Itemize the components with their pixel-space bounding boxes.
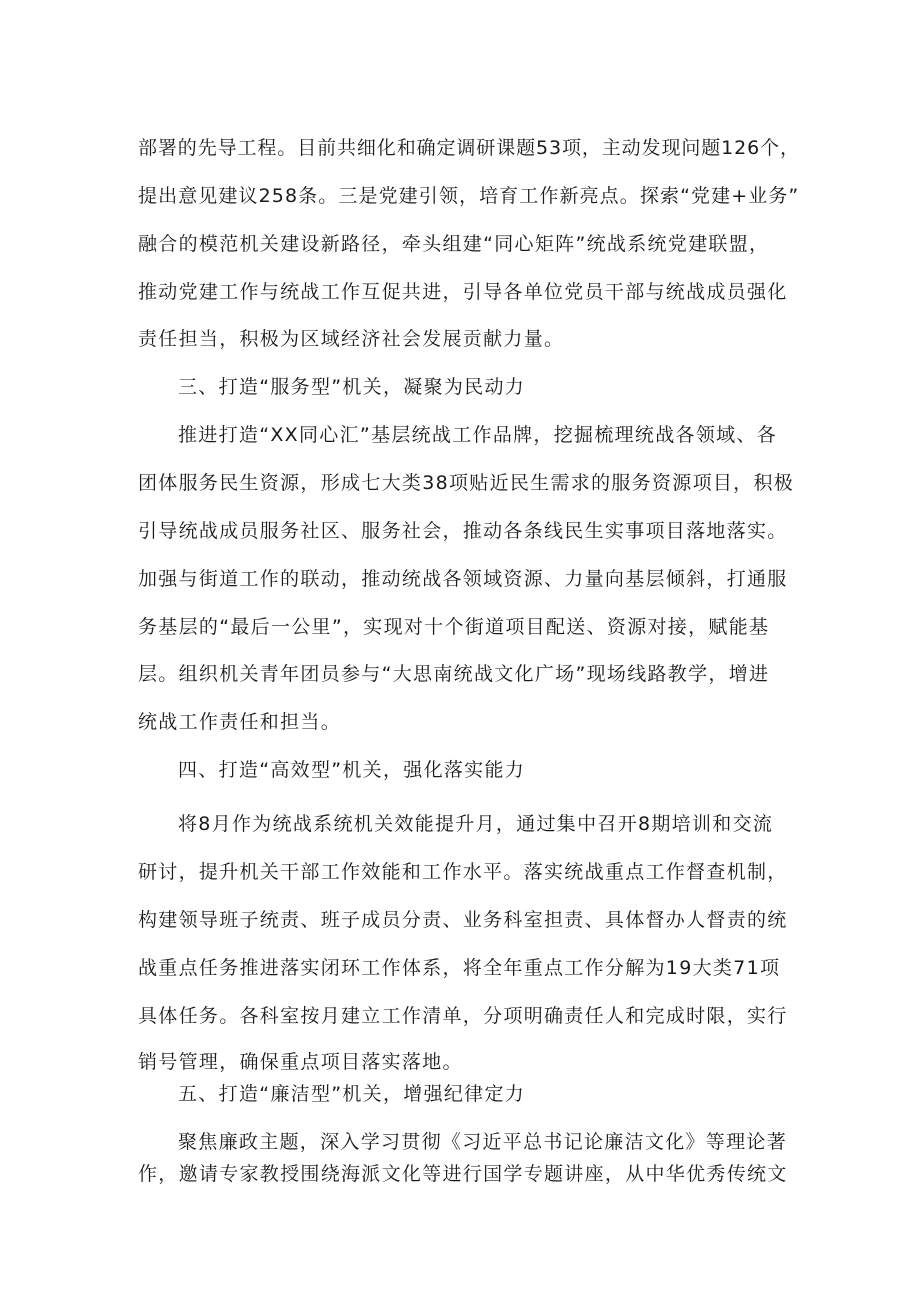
body-text-line: 作，邀请专家教授围绕海派文化等进行国学专题讲座，从中华优秀传统文 (138, 1163, 788, 1185)
body-text-line: 部署的先导工程。目前共细化和确定调研课题53项，主动发现问题126个， (138, 137, 800, 159)
body-text-line: 务基层的“最后一公里”，实现对十个街道项目配送、资源对接，赋能基 (138, 616, 770, 638)
body-text-line: 团体服务民生资源，形成七大类38项贴近民生需求的服务资源项目，积极 (138, 472, 795, 494)
body-text-line: 引导统战成员服务社区、服务社会，推动各条线民生实事项目落地落实。 (138, 520, 788, 542)
body-text-line: 具体任务。各科室按月建立工作清单，分项明确责任人和完成时限，实行 (138, 1005, 788, 1027)
section-heading: 三、打造“服务型”机关，凝聚为民动力 (178, 376, 526, 398)
body-text-line: 层。组织机关青年团员参与“大思南统战文化广场”现场线路教学，增进 (138, 663, 770, 685)
body-text-line: 加强与街道工作的联动，推动统战各领域资源、力量向基层倾斜，打通服 (138, 568, 788, 590)
body-text-line: 将8月作为统战系统机关效能提升月，通过集中召开8期培训和交流 (178, 813, 774, 835)
body-text-line: 销号管理，确保重点项目落实落地。 (138, 1051, 463, 1073)
section-heading: 四、打造“高效型”机关，强化落实能力 (178, 759, 526, 781)
body-text-line: 提出意见建议258条。三是党建引领，培育工作新亮点。探索“党建+业务” (138, 185, 800, 207)
section-heading: 五、打造“廉洁型”机关，增强纪律定力 (178, 1083, 526, 1105)
body-text-line: 构建领导班子统责、班子成员分责、业务科室担责、具体督办人督责的统 (138, 909, 788, 931)
body-text-line: 推动党建工作与统战工作互促共进，引导各单位党员干部与统战成员强化 (138, 281, 788, 303)
body-text-line: 融合的模范机关建设新路径，牵头组建“同心矩阵”统战系统党建联盟， (138, 233, 770, 255)
body-text-line: 责任担当，积极为区域经济社会发展贡献力量。 (138, 328, 565, 350)
body-text-line: 战重点任务推进落实闭环工作体系，将全年重点工作分解为19大类71项 (138, 957, 781, 979)
body-text-line: 统战工作责任和担当。 (138, 711, 342, 733)
body-text-line: 研讨，提升机关干部工作效能和工作水平。落实统战重点工作督查机制， (138, 861, 788, 883)
body-text-line: 推进打造“XX同心汇”基层统战工作品牌，挖掘梳理统战各领域、各 (178, 424, 778, 446)
body-text-line: 聚焦廉政主题，深入学习贯彻《习近平总书记论廉洁文化》等理论著 (178, 1131, 788, 1153)
